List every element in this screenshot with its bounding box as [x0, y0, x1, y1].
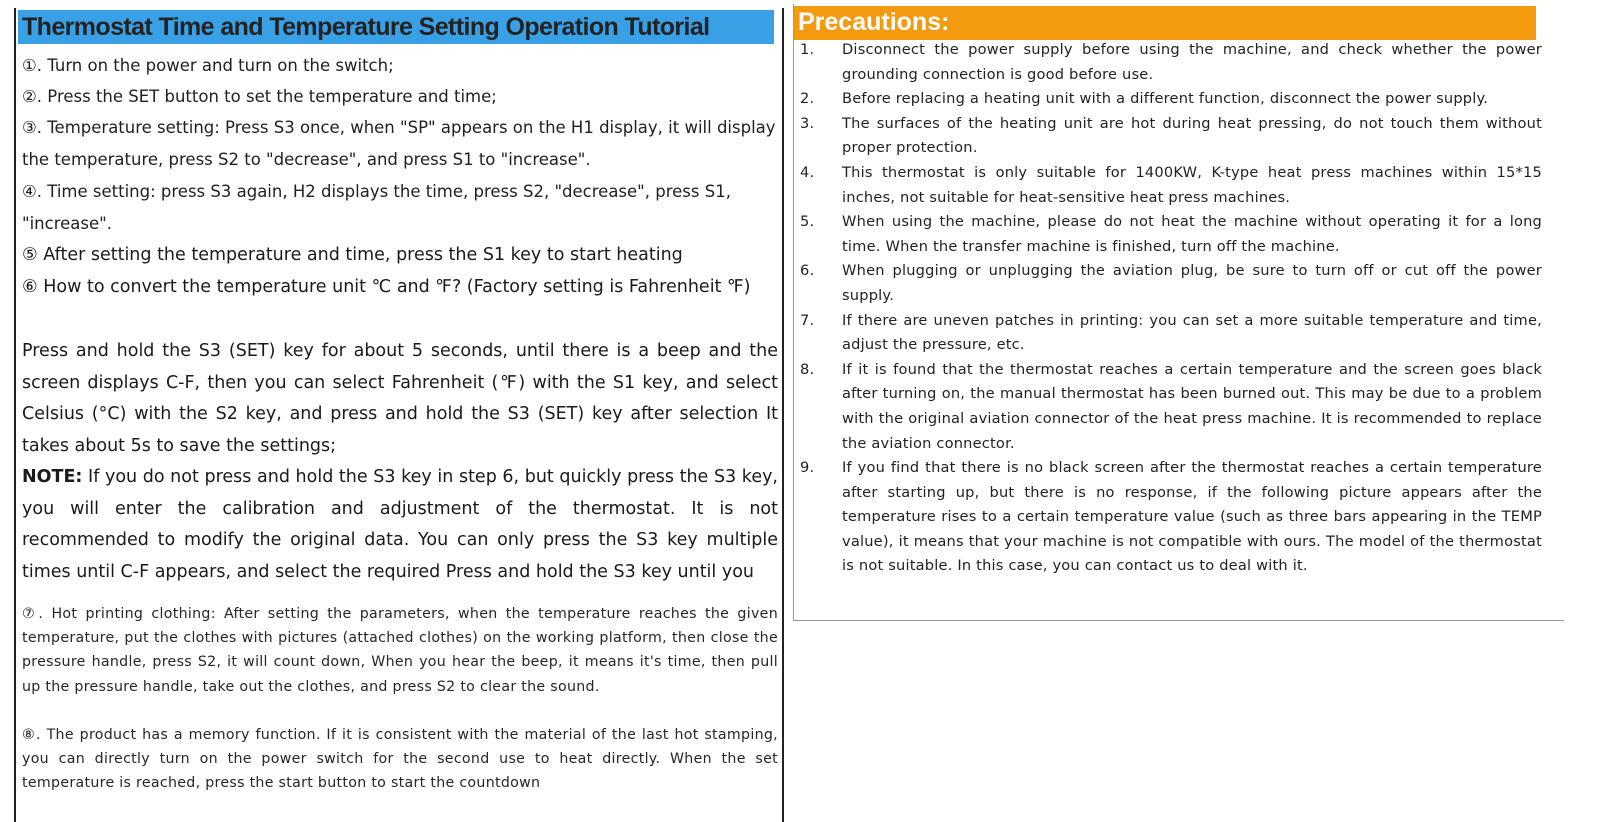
precaution-number: 7. [800, 311, 815, 329]
precautions-panel [793, 4, 1564, 621]
precaution-number: 5. [800, 213, 815, 231]
precautions-list [794, 38, 1542, 579]
note-text: If you do not press and hold the S3 key in step 6, but quickly press the S3 key, you will enter the calibration and adjustment of the thermostat. It is not recommended to modify the original data. You can only press the S3 key multiple times until C-F appears, and select the required Press and hold the S3 key until you [22, 467, 778, 582]
precaution-item [794, 112, 1542, 161]
precaution-text: If there are uneven patches in printing: you can set a more suitable temperature and time, adjust the pressure, etc. [842, 311, 1542, 354]
precaution-text: Disconnect the power supply before using the machine, and check whether the power grounding connection is good before use. [842, 41, 1542, 83]
precaution-number: 1. [800, 41, 815, 58]
precaution-number: 9. [800, 459, 815, 477]
precaution-item [794, 161, 1542, 210]
precautions-title: Precautions: [794, 6, 1536, 40]
precaution-text: Before replacing a heating unit with a different function, disconnect the power supply. [842, 90, 1489, 108]
precaution-item [794, 456, 1542, 579]
tutorial-panel [14, 8, 784, 822]
precaution-text: When using the machine, please do not heat the machine without operating it for a long time. When the transfer machine is finished, turn off the machine. [842, 213, 1542, 255]
tutorial-title: Thermostat Time and Temperature Setting Operation Tutorial [18, 10, 774, 44]
tutorial-note [22, 462, 778, 588]
tutorial-step-3: ③. Temperature setting: Press S3 once, when "SP" appears on the H1 display, it will display the temperature, press S2 to "decrease", and press S1 to "increase". [22, 118, 776, 169]
precaution-number: 4. [800, 163, 815, 181]
precaution-number: 3. [800, 114, 815, 132]
tutorial-step-8: ⑧. The product has a memory function. If it is consistent with the material of the last hot stamping, you can directly turn on the power switch for the second use to heat directly. When the set temperature is reached, press the start button to start the countdown [22, 727, 778, 792]
tutorial-step-6-detail: Press and hold the S3 (SET) key for about 5 seconds, until there is a beep and the screen displays C-F, then you can select Fahrenheit (℉) with the S1 key, and select Celsius (°C) with the S2 key, and press and hold the S3 (SET) key after selection It takes about 5s to save the settings; [22, 341, 778, 456]
precaution-number: 6. [800, 262, 815, 280]
tutorial-step-2: ②. Press the SET button to set the temperature and time; [22, 87, 497, 106]
tutorial-step-4: ④. Time setting: press S3 again, H2 displays the time, press S2, "decrease", press S1, "increase". [22, 182, 731, 233]
note-label: NOTE: [22, 467, 83, 487]
precaution-item [794, 38, 1542, 87]
precaution-number: 2. [800, 90, 815, 108]
precaution-item [794, 309, 1542, 358]
precaution-item [794, 87, 1542, 112]
precaution-item [794, 358, 1542, 456]
precaution-text: If you find that there is no black screen after the thermostat reaches a certain temperature after starting up, but there is no response, if the following picture appears after the temperature rises to a certain temperature value (such as three bars appearing in the TEMP value), it means that your machine is not compatible with ours. The model of the thermostat is not suitable. In this case, you can contact us to deal with it. [842, 459, 1542, 575]
tutorial-step-7: ⑦. Hot printing clothing: After setting the parameters, when the temperature reaches the given temperature, put the clothes with pictures (attached clothes) on the working platform, then close the pressure handle, press S2, it will count down, When you hear the beep, it means it's time, then pull up the pressure handle, take out the clothes, and press S2 to clear the sound. [22, 606, 778, 695]
precaution-text: The surfaces of the heating unit are hot during heat pressing, do not touch them without proper protection. [842, 114, 1542, 157]
precaution-text: When plugging or unplugging the aviation plug, be sure to turn off or cut off the power supply. [842, 262, 1542, 304]
precaution-number: 8. [800, 360, 815, 378]
precaution-item [794, 210, 1542, 259]
precaution-text: If it is found that the thermostat reaches a certain temperature and the screen goes black after turning on, the manual thermostat has been burned out. This may be due to a problem with the original aviation connector of the heat press machine. It is recommended to replace the aviation connector. [842, 360, 1542, 452]
tutorial-step-1: ①. Turn on the power and turn on the switch; [22, 56, 394, 75]
tutorial-step-6: ⑥ How to convert the temperature unit ℃ and ℉? (Factory setting is Fahrenheit ℉) [22, 277, 751, 297]
precaution-text: This thermostat is only suitable for 1400KW, K-type heat press machines within 15*15 inches, not suitable for heat-sensitive heat press machines. [842, 163, 1542, 206]
tutorial-step-5: ⑤ After setting the temperature and time, press the S1 key to start heating [22, 245, 683, 265]
precaution-item [794, 259, 1542, 308]
